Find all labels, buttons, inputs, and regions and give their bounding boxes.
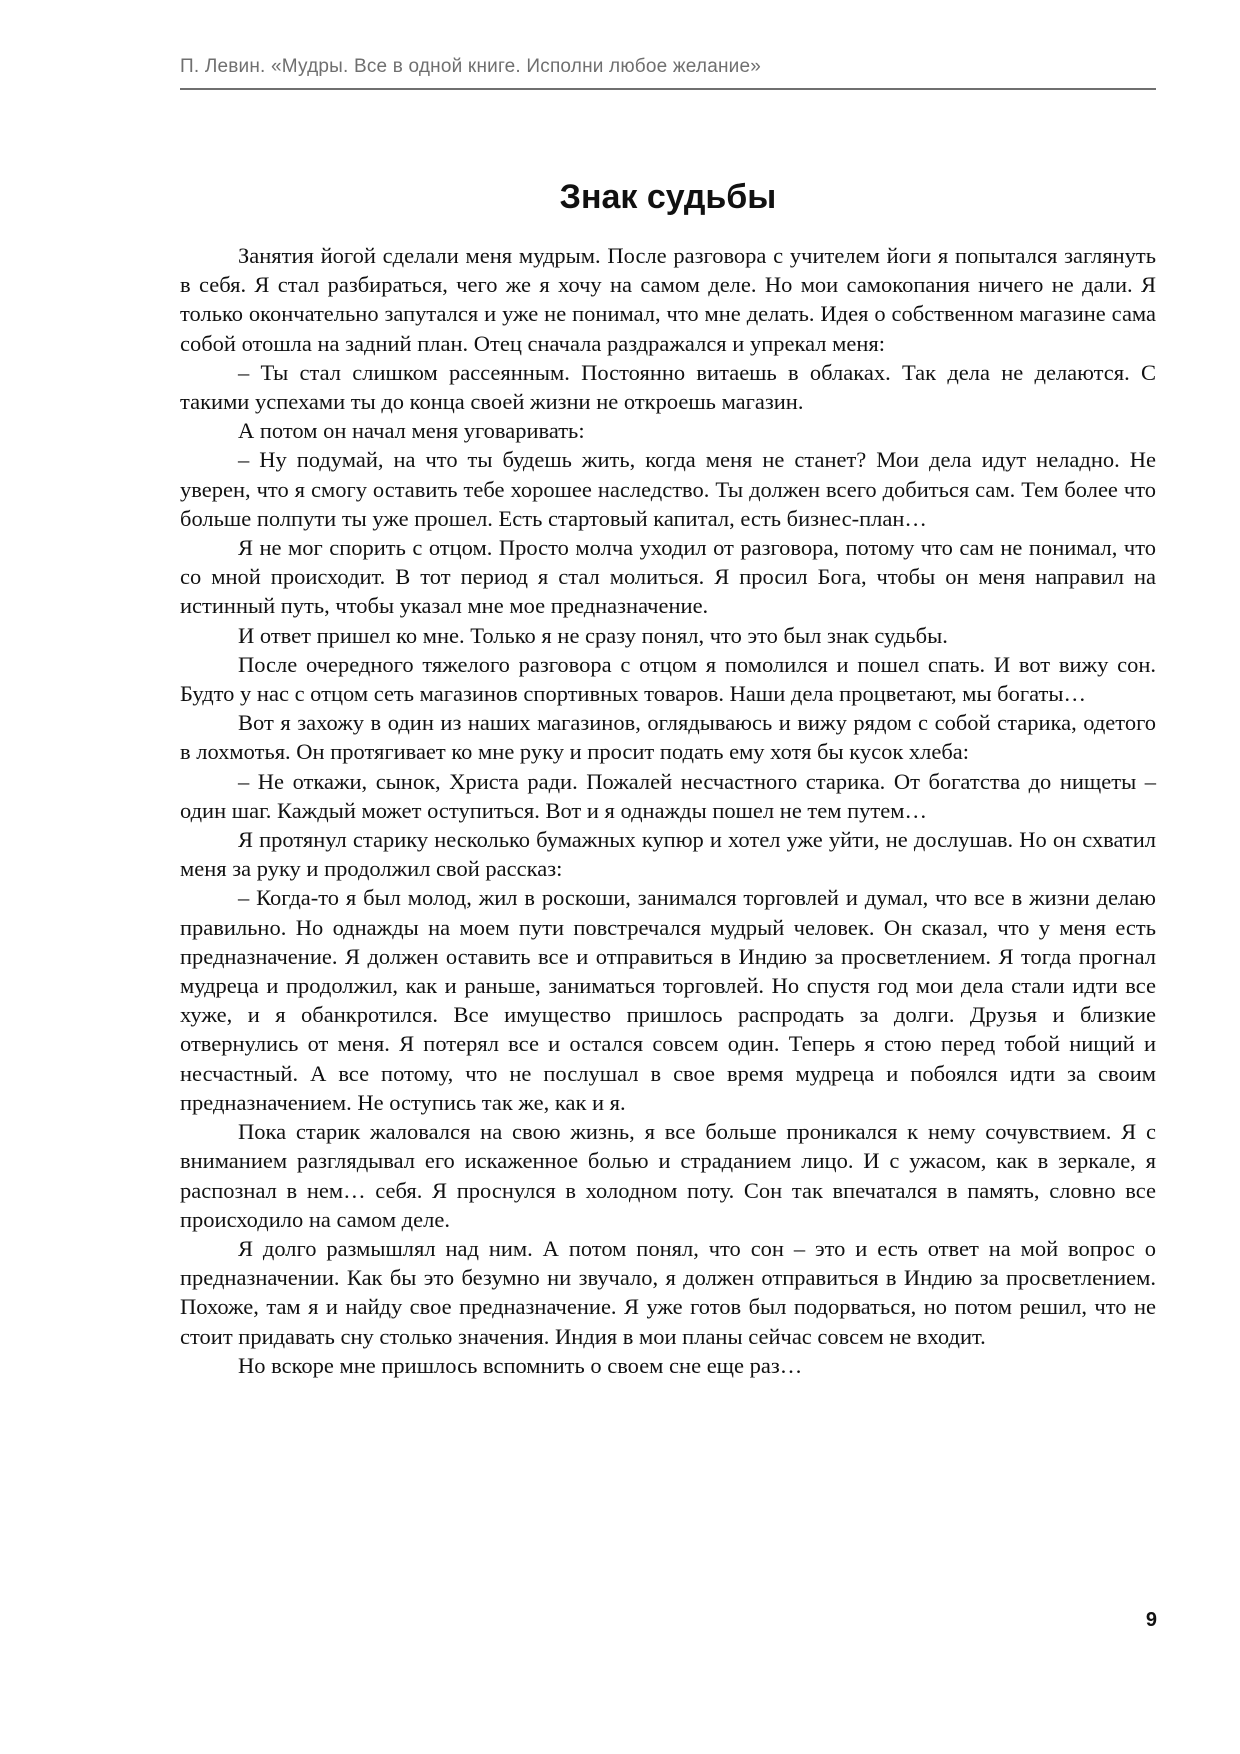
paragraph: Но вскоре мне пришлось вспомнить о своем сне еще раз… [238, 1352, 803, 1378]
chapter-body [180, 241, 1156, 1380]
paragraph: Пока старик жаловался на свою жизнь, я все больше проникался к нему сочувствием. Я с вниманием разглядывал его искаженное болью и страданием лицо. И с ужасом, как в зеркале, я распознал в нем… себя. Я проснулся в холодном поту. Сон так впечатался в память, словно все происходило на самом деле. [180, 1119, 1156, 1232]
paragraph: А потом он начал меня уговаривать: [238, 418, 585, 444]
paragraph: Я долго размышлял над ним. А потом понял, что сон – это и есть ответ на мой вопрос о предназначении. Как бы это безумно ни звучало, я должен отправиться в Индию за просветлением. Похоже, там я и найду свое предназначение. Я уже готов был подорваться, но потом решил, что не стоит придавать сну столько значения. Индия в мои планы сейчас совсем не входит. [180, 1235, 1156, 1349]
chapter-title: Знак судьбы [559, 178, 777, 216]
paragraph: Я протянул старику несколько бумажных купюр и хотел уже уйти, не дослушав. Но он схватил меня за руку и продолжил свой рассказ: [180, 827, 1156, 882]
paragraph: И ответ пришел ко мне. Только я не сразу понял, что это был знак судьбы. [238, 622, 948, 648]
paragraph: После очередного тяжелого разговора с отцом я помолился и пошел спать. И вот вижу сон. Будто у нас с отцом сеть магазинов спортивных товаров. Наши дела процветают, мы богаты… [180, 651, 1156, 707]
header-divider [180, 88, 1156, 90]
paragraph: – Не откажи, сынок, Христа ради. Пожалей несчастного старика. От богатства до нищеты – один шаг. Каждый может оступиться. Вот и я однажды пошел не тем путем… [180, 768, 1156, 823]
paragraph: Занятия йогой сделали меня мудрым. После разговора с учителем йоги я попытался заглянуть в себя. Я стал разбираться, чего же я хочу на самом деле. Но мои самокопания ничего не дали. Я только окончательно запутался и уже не понимал, что мне делать. Идея о собственном магазине сама собой отошла на задний план. Отец сначала раздражался и упрекал меня: [180, 243, 1156, 356]
paragraph: – Ну подумай, на что ты будешь жить, когда меня не станет? Мои дела идут неладно. Не уверен, что я смогу оставить тебе хорошее наследство. Ты должен всего добиться сам. Тем более что больше полпути ты уже прошел. Есть стартовый капитал, есть бизнес-план… [180, 447, 1156, 531]
paragraph: Я не мог спорить с отцом. Просто молча уходил от разговора, потому что сам не понимал, что со мной происходит. В тот период я стал молиться. Я просил Бога, чтобы он меня направил на истинный путь, чтобы указал мне мое предназначение. [180, 535, 1156, 619]
page-number: 9 [1145, 1609, 1157, 1631]
running-header: П. Левин. «Мудры. Все в одной книге. Исполни любое желание» [180, 56, 762, 77]
paragraph: – Ты стал слишком рассеянным. Постоянно витаешь в облаках. Так дела не делаются. С такими успехами ты до конца своей жизни не откроешь магазин. [180, 359, 1156, 415]
paragraph: – Когда-то я был молод, жил в роскоши, занимался торговлей и думал, что все в жизни делаю правильно. Но однажды на моем пути повстречался мудрый человек. Он сказал, что у меня есть предназначение. Я должен оставить все и отправиться в Индию за просветлением. Я тогда прогнал мудреца и продолжил, как и раньше, заниматься торговлей. Но спустя год мои дела стали идти все хуже, и я обанкротился. Все имущество пришлось распродать за долги. Друзья и близкие отвернулись от меня. Я потерял все и остался совсем один. Теперь я стою перед тобой нищий и несчастный. А все потому, что не послушал в свое время мудреца и побоялся идти за своим предназначением. Не оступись так же, как и я. [180, 885, 1156, 1115]
paragraph: Вот я захожу в один из наших магазинов, оглядываюсь и вижу рядом с собой старика, одетого в лохмотья. Он протягивает ко мне руку и просит подать ему хотя бы кусок хлеба: [180, 710, 1156, 765]
